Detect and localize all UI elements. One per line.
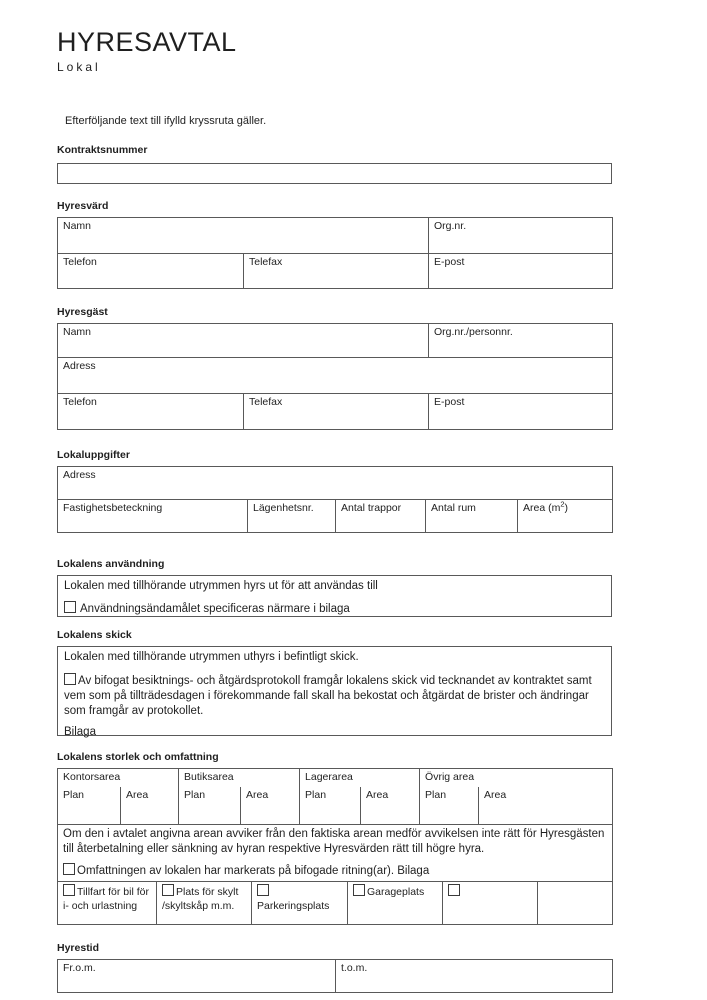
rental-to-field[interactable] xyxy=(336,960,613,993)
section-landlord xyxy=(57,200,612,289)
premises-stairs-label: Antal trappor xyxy=(341,502,402,515)
premises-table xyxy=(57,466,613,533)
landlord-label: Hyresvärd xyxy=(57,200,109,213)
size-label: Lokalens storlek och omfattning xyxy=(57,751,219,764)
premises-address-field[interactable] xyxy=(58,467,613,500)
page-subtitle: Lokal xyxy=(57,60,101,75)
usage-line: Lokalen med tillhörande utrymmen hyrs ut för att användas till xyxy=(64,580,378,593)
option-garage-checkbox[interactable] xyxy=(353,884,365,896)
size-storage-area-field[interactable]: Area xyxy=(361,787,420,825)
size-marking-checkbox[interactable] xyxy=(63,863,75,875)
option-empty-cell[interactable] xyxy=(538,882,613,925)
tenant-phone-label: Telefon xyxy=(63,396,97,409)
size-marking-label: Omfattningen av lokalen har markerats på bifogade ritning(ar). Bilaga xyxy=(77,865,430,878)
contract-number-table xyxy=(57,163,612,184)
tenant-name-label: Namn xyxy=(63,326,92,339)
tenant-table xyxy=(57,323,613,430)
rental-from-label: Fr.o.m. xyxy=(63,962,96,975)
landlord-fax-label: Telefax xyxy=(249,256,283,269)
option-car-access-checkbox[interactable] xyxy=(63,884,75,896)
size-group-office: Kontorsarea xyxy=(58,769,179,787)
size-table xyxy=(57,768,613,882)
option-sign-space-checkbox[interactable] xyxy=(162,884,174,896)
landlord-email-field[interactable] xyxy=(429,254,613,289)
condition-checkbox-line xyxy=(64,673,605,720)
premises-property-label: Fastighetsbeteckning xyxy=(63,502,163,515)
size-deviation-text: Om den i avtalet angivna arean avviker från den faktiska arean medför avvikelsen inte rätt för Hyresgästen till återbetalning eller sänkning av hyran respektive Hyresvärden rätt till högre hyra. xyxy=(63,828,605,856)
size-options-table xyxy=(57,881,613,925)
section-usage xyxy=(57,558,612,617)
size-group-other: Övrig area xyxy=(420,769,613,787)
usage-checkbox-line xyxy=(64,601,605,617)
usage-checkbox-label: Användningsändamålet specificeras närmare i bilaga xyxy=(80,602,350,615)
size-office-area-field[interactable]: Area xyxy=(121,787,179,825)
premises-apartment-label: Lägenhetsnr. xyxy=(253,502,314,515)
option-garage[interactable]: Garageplats xyxy=(348,882,443,925)
landlord-phone-field[interactable] xyxy=(58,254,244,289)
option-blank[interactable] xyxy=(443,882,538,925)
landlord-fax-field[interactable] xyxy=(244,254,429,289)
landlord-email-label: E-post xyxy=(434,256,465,269)
size-office-plan-field[interactable]: Plan xyxy=(58,787,121,825)
option-parking-checkbox[interactable] xyxy=(257,884,269,896)
condition-line: Lokalen med tillhörande utrymmen uthyrs i befintligt skick. xyxy=(64,651,359,664)
section-contract-number xyxy=(57,144,612,184)
size-other-plan-field[interactable]: Plan xyxy=(420,787,479,825)
tenant-fax-label: Telefax xyxy=(249,396,283,409)
section-condition xyxy=(57,629,612,739)
rental-period-label: Hyrestid xyxy=(57,942,100,955)
size-deviation-cell xyxy=(58,825,613,882)
condition-label: Lokalens skick xyxy=(57,629,132,642)
rental-to-label: t.o.m. xyxy=(341,962,368,975)
premises-rooms-label: Antal rum xyxy=(431,502,476,515)
contract-number-label: Kontraktsnummer xyxy=(57,144,148,157)
rental-period-table xyxy=(57,959,613,993)
landlord-orgnr-label: Org.nr. xyxy=(434,220,467,233)
size-marking-line xyxy=(63,863,607,879)
size-other-area-field[interactable]: Area xyxy=(479,787,613,825)
landlord-name-field[interactable] xyxy=(58,218,429,254)
tenant-phone-field[interactable] xyxy=(58,394,244,430)
option-blank-checkbox[interactable] xyxy=(448,884,460,896)
section-tenant xyxy=(57,306,612,430)
premises-label: Lokaluppgifter xyxy=(57,449,130,462)
tenant-address-label: Adress xyxy=(63,360,96,373)
size-shop-plan-field[interactable]: Plan xyxy=(179,787,241,825)
tenant-name-field[interactable] xyxy=(58,324,429,358)
premises-rooms-field[interactable] xyxy=(426,500,518,533)
premises-area-label: Area $(m^2)$ xyxy=(523,499,569,515)
tenant-fax-field[interactable] xyxy=(244,394,429,430)
condition-box xyxy=(57,646,612,739)
section-rental-period xyxy=(57,942,612,993)
condition-checkbox[interactable] xyxy=(64,673,76,685)
contract-number-field[interactable] xyxy=(58,164,612,184)
usage-box xyxy=(57,575,612,617)
tenant-orgnr-label: Org.nr./personnr. xyxy=(434,326,513,339)
premises-apartment-field[interactable] xyxy=(248,500,336,533)
condition-checkbox-label: Av bifogat besiktnings- och åtgärdsprotokoll framgår lokalens skick vid tecknandet av kontraktet samt vem som på tillträdesdagen i förekommande fall skall ha bekostat och åtgärdat de brister och ändringar som framgår av protokollet. xyxy=(64,674,592,717)
condition-attachment-label: Bilaga xyxy=(64,726,96,739)
size-shop-area-field[interactable]: Area xyxy=(241,787,300,825)
size-group-storage: Lagerarea xyxy=(300,769,420,787)
landlord-name-label: Namn xyxy=(63,220,92,233)
landlord-table xyxy=(57,217,613,289)
page-title: HYRESAVTAL xyxy=(57,27,237,57)
landlord-phone-label: Telefon xyxy=(63,256,97,269)
premises-area-field[interactable] xyxy=(518,500,613,533)
tenant-orgnr-field[interactable] xyxy=(429,324,613,358)
option-sign-space[interactable]: Plats för skylt /skyltskåp m.m. xyxy=(157,882,252,925)
usage-checkbox[interactable] xyxy=(64,601,76,613)
landlord-orgnr-field[interactable] xyxy=(429,218,613,254)
tenant-address-field[interactable] xyxy=(58,358,613,394)
usage-label: Lokalens användning xyxy=(57,558,165,571)
tenant-email-label: E-post xyxy=(434,396,465,409)
premises-stairs-field[interactable] xyxy=(336,500,426,533)
option-parking[interactable]: Parkeringsplats xyxy=(252,882,348,925)
rental-from-field[interactable] xyxy=(58,960,336,993)
tenant-email-field[interactable] xyxy=(429,394,613,430)
premises-address-label: Adress xyxy=(63,469,96,482)
tenant-label: Hyresgäst xyxy=(57,306,108,319)
section-size xyxy=(57,751,612,925)
intro-note: Efterföljande text till ifylld kryssruta gäller. xyxy=(65,115,267,128)
section-premises xyxy=(57,449,612,533)
size-storage-plan-field[interactable]: Plan xyxy=(300,787,361,825)
size-group-shop: Butiksarea xyxy=(179,769,300,787)
option-car-access[interactable]: Tillfart för bil för i- och urlastning xyxy=(58,882,157,925)
premises-property-field[interactable] xyxy=(58,500,248,533)
